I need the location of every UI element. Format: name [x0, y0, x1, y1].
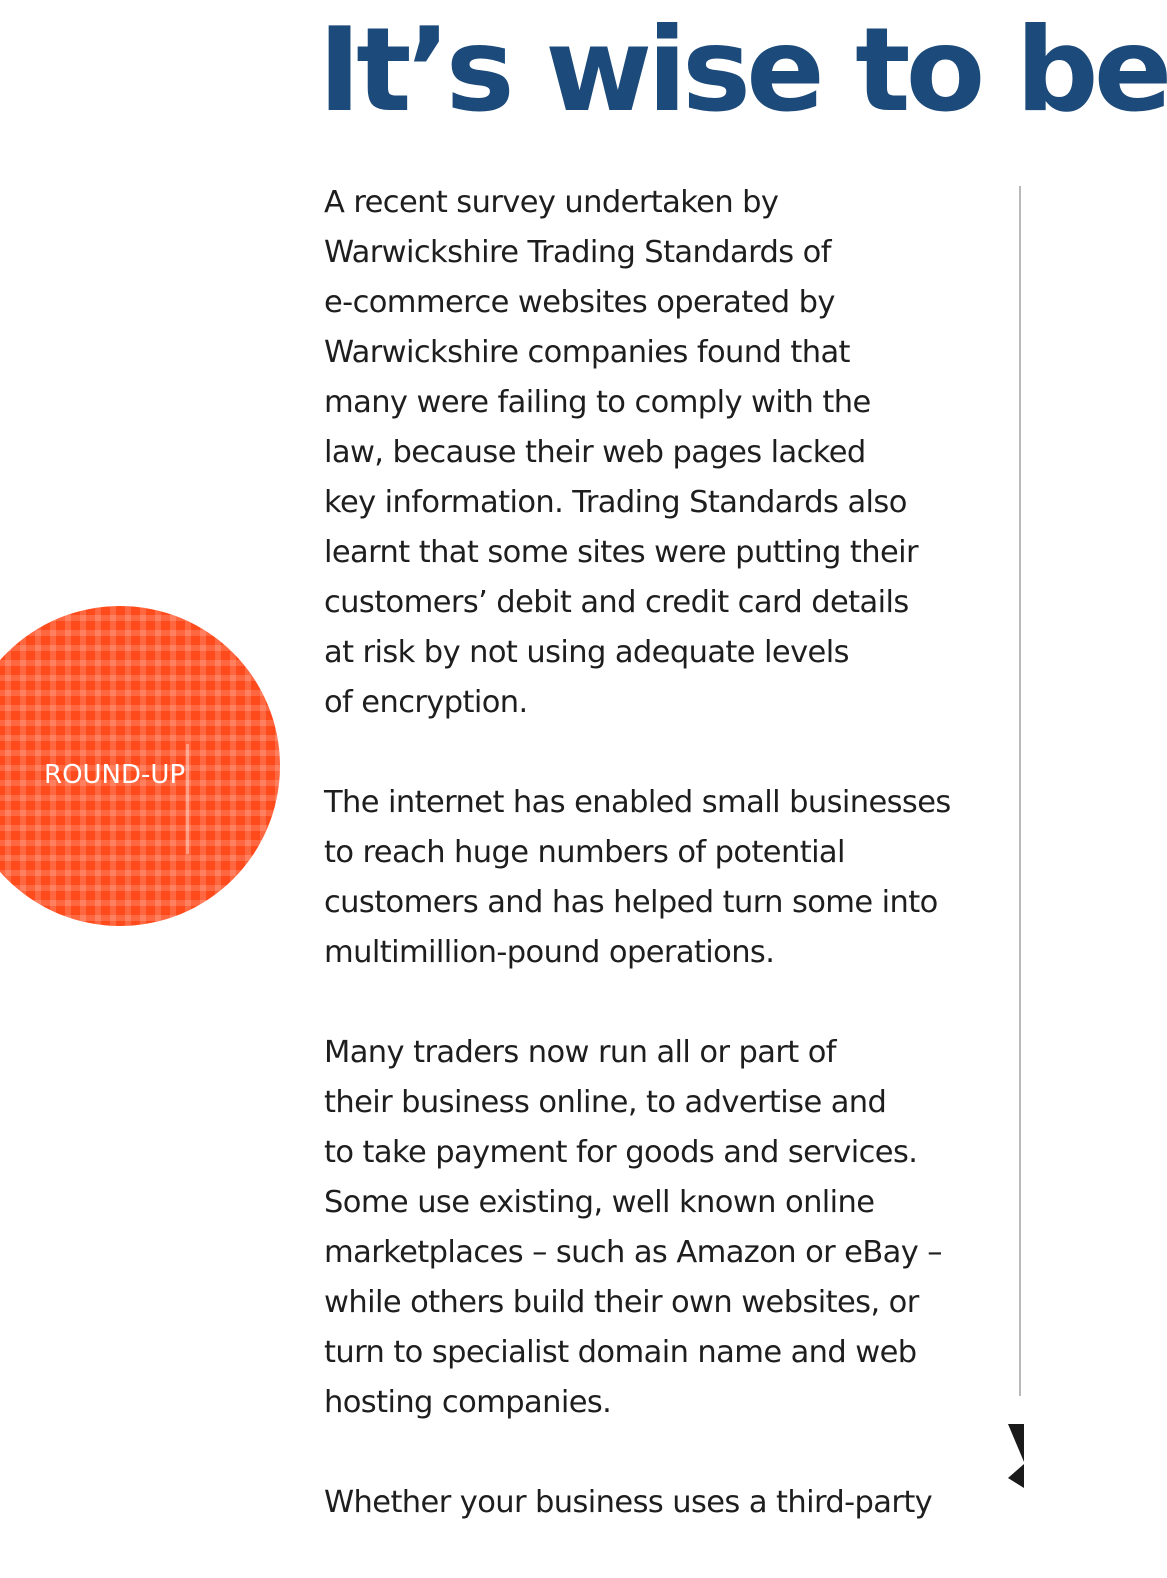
paragraph-traders: Many traders now run all or part of their business online, to advertise and to take payment for goods and services. Some use existing, well known online marketplaces – such as Amazon or eBay – while others build their own websites, or turn to specialist domain name and web hosting companies. — [324, 1035, 942, 1420]
paragraph-third-party: Whether your business uses a third-party — [324, 1485, 933, 1520]
page-headline: It’s wise to be — [318, 3, 1167, 138]
chevron-mark-icon — [1004, 1418, 1024, 1488]
paragraph-survey: A recent survey undertaken by Warwickshire Trading Standards of e-commerce websites operated by Warwickshire companies found that many were failing to comply with the law, because their web pages lacked key information. Trading Standards also learnt that some sites were putting their customers’ debit and credit card details at risk by not using adequate levels of encryption. — [324, 185, 918, 720]
round-up-label: ROUND-UP — [44, 760, 186, 790]
badge-divider — [186, 744, 189, 854]
paragraph-internet: The internet has enabled small businesses to reach huge numbers of potential customers and has helped turn some into multimillion-pound operations. — [324, 785, 951, 970]
article-body — [324, 178, 984, 1578]
column-divider — [1019, 186, 1021, 1396]
